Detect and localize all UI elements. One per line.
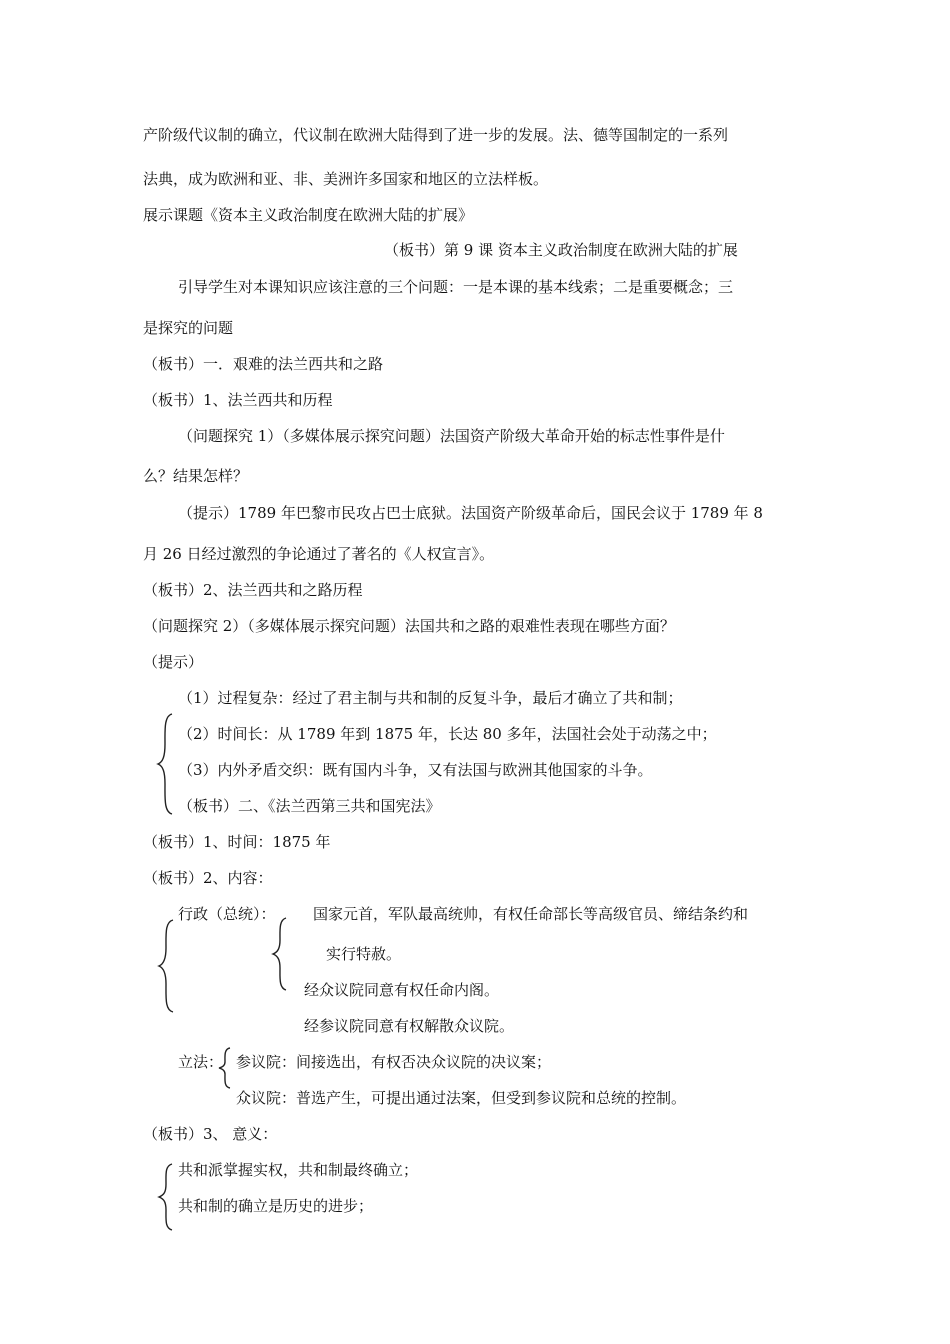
- meaning-line-1: 共和派掌握实权，共和制最终确立；: [178, 1161, 419, 1179]
- executive-line-2: 实行特赦。: [326, 945, 402, 963]
- hint-1-line-2: 月 26 日经过激烈的争论通过了著名的《人权宣言》。: [143, 545, 495, 563]
- legislative-line-2: 众议院：普选产生，可提出通过法案，但受到参议院和总统的控制。: [236, 1089, 687, 1107]
- brace-content: [156, 918, 178, 1014]
- legislative-label: 立法：: [178, 1053, 224, 1071]
- hint-1-line-1: （提示）1789 年巴黎市民攻占巴士底狱。法国资产阶级革命后，国民会议于 1789 年 8: [178, 504, 763, 522]
- executive-line-3: 经众议院同意有权任命内阁。: [304, 981, 500, 999]
- guide-line-2: 是探究的问题: [143, 319, 234, 337]
- section-1-heading: （板书）一．艰难的法兰西共和之路: [143, 355, 384, 373]
- brace-hint-2: [155, 712, 177, 816]
- intro-line-1: 产阶级代议制的确立，代议制在欧洲大陆得到了进一步的发展。法、德等国制定的一系列: [143, 126, 729, 144]
- intro-line-2: 法典，成为欧洲和亚、非、美洲许多国家和地区的立法样板。: [143, 170, 549, 188]
- question-1-line-2: 么？结果怎样？: [143, 467, 249, 485]
- executive-label: 行政（总统）：: [178, 905, 276, 923]
- hint-2-item-2: （2）时间长：从 1789 年到 1875 年，长达 80 多年，法国社会处于动荡之中；: [178, 725, 717, 743]
- lesson-title: （板书）第 9 课 资本主义政治制度在欧洲大陆的扩展: [384, 241, 738, 259]
- hint-2-item-3: （3）内外矛盾交织：既有国内斗争，又有法国与欧洲其他国家的斗争。: [178, 761, 653, 779]
- guide-line-1: 引导学生对本课知识应该注意的三个问题：一是本课的基本线索；二是重要概念；三: [178, 278, 734, 296]
- show-topic: 展示课题《资本主义政治制度在欧洲大陆的扩展》: [143, 206, 474, 224]
- question-2: （问题探究 2）（多媒体展示探究问题）法国共和之路的艰难性表现在哪些方面？: [143, 617, 675, 635]
- question-1-line-1: （问题探究 1）（多媒体展示探究问题）法国资产阶级大革命开始的标志性事件是什: [178, 427, 725, 445]
- executive-line-4: 经参议院同意有权解散众议院。: [304, 1017, 515, 1035]
- brace-executive: [270, 916, 290, 992]
- brace-legislative: [216, 1046, 234, 1090]
- section-1-item-2: （板书）2、法兰西共和之路历程: [143, 581, 363, 599]
- section-2-item-3: （板书）3、 意义：: [143, 1125, 278, 1143]
- brace-meaning: [156, 1162, 176, 1232]
- legislative-line-1: 参议院：间接选出，有权否决众议院的决议案；: [236, 1053, 552, 1071]
- executive-line-1: 国家元首，军队最高统帅，有权任命部长等高级官员、缔结条约和: [313, 905, 749, 923]
- hint-2-item-1: （1）过程复杂：经过了君主制与共和制的反复斗争，最后才确立了共和制；: [178, 689, 683, 707]
- section-2-item-2: （板书）2、内容：: [143, 869, 273, 887]
- section-2-item-1: （板书）1、时间：1875 年: [143, 833, 331, 851]
- section-2-heading: （板书）二、《法兰西第三共和国宪法》: [178, 797, 441, 815]
- meaning-line-2: 共和制的确立是历史的进步；: [178, 1197, 374, 1215]
- section-1-item-1: （板书）1、法兰西共和历程: [143, 391, 333, 409]
- hint-2-label: （提示）: [143, 653, 204, 671]
